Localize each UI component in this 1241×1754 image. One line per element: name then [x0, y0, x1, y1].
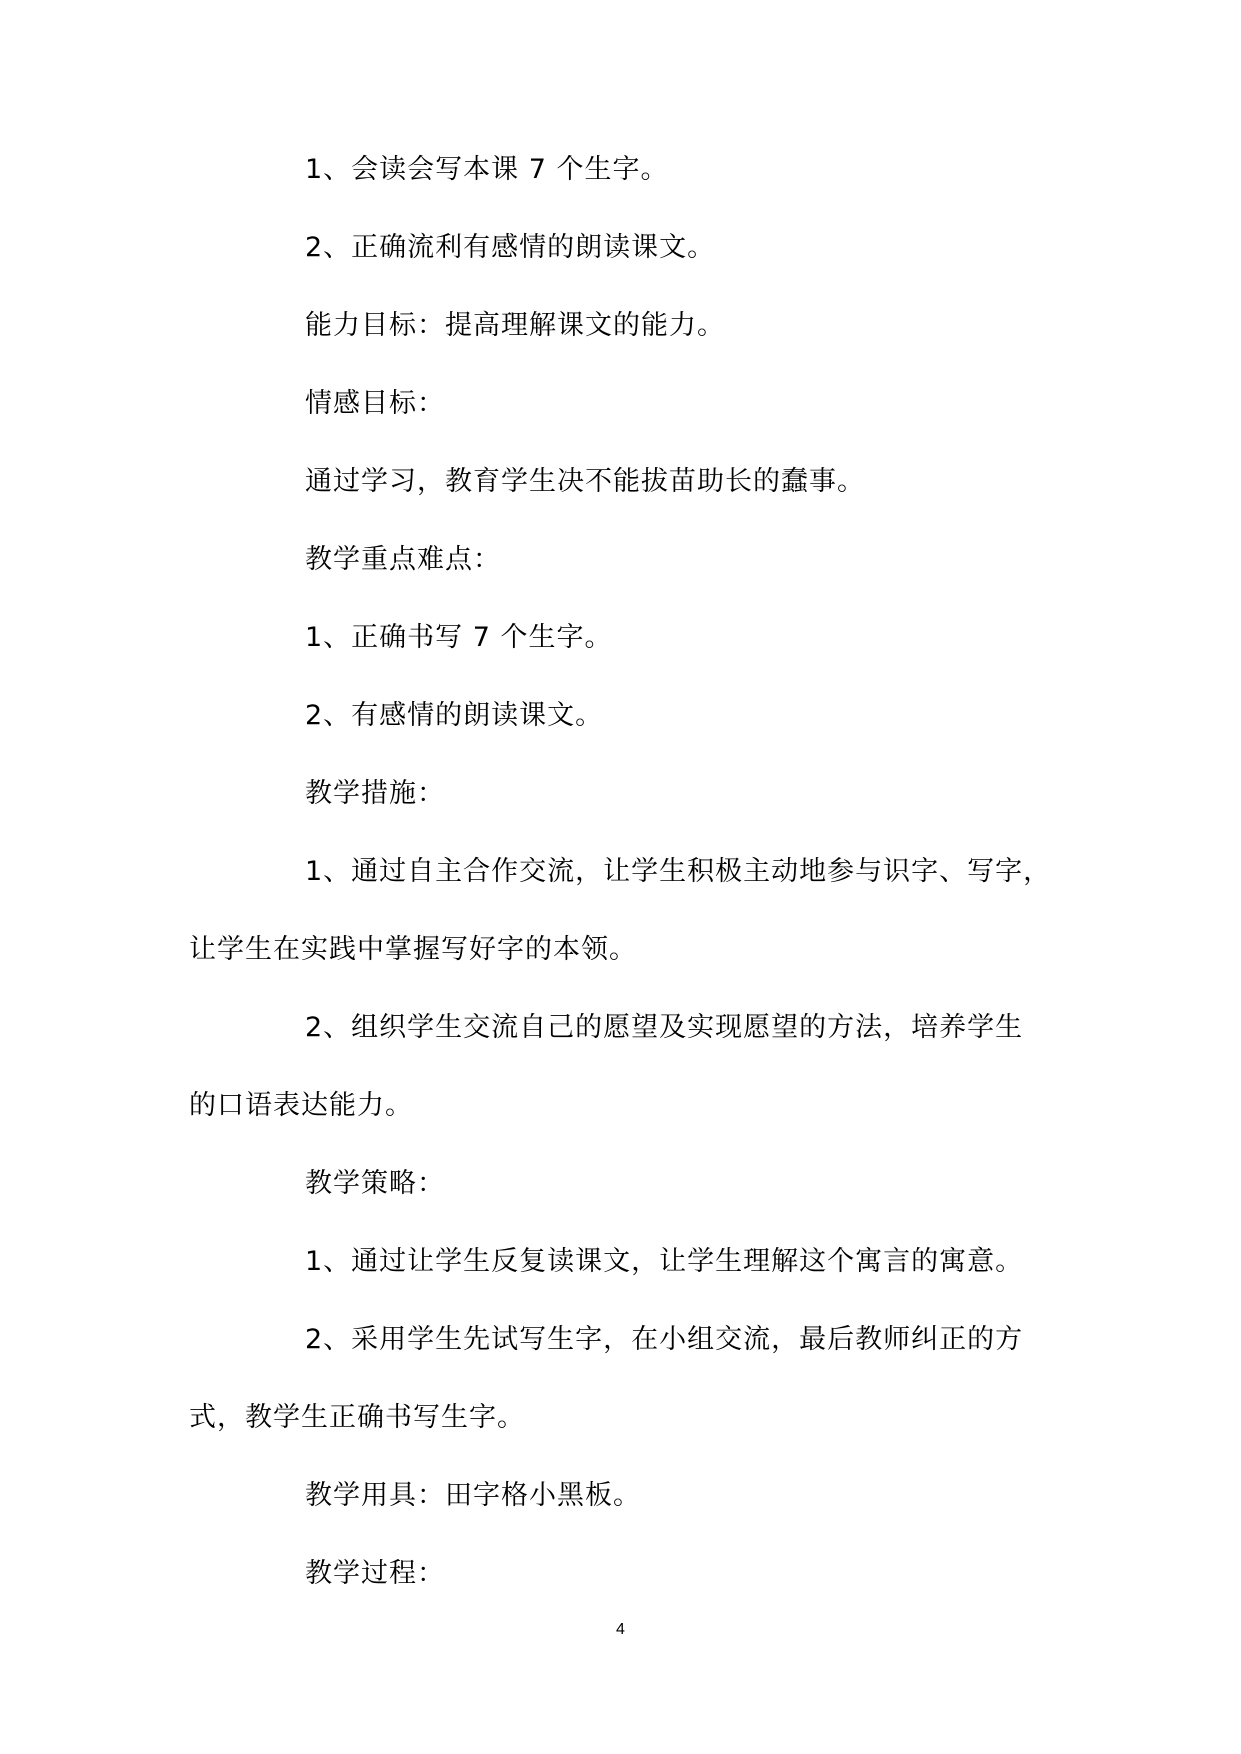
objective-line-2: 2、正确流利有感情的朗读课文。: [305, 232, 716, 263]
measure-1-line-2: 让学生在实践中掌握写好字的本领。: [189, 934, 637, 965]
objective-line-1: 1、会读会写本课 7 个生字。: [305, 154, 669, 185]
measure-2-line-2: 的口语表达能力。: [189, 1090, 413, 1121]
strategy-1: 1、通过让学生反复读课文，让学生理解这个寓言的寓意。: [305, 1246, 1024, 1277]
strategy-2-line-2: 式，教学生正确书写生字。: [189, 1402, 525, 1433]
measure-1-line-1: 1、通过自主合作交流，让学生积极主动地参与识字、写字，: [305, 856, 1052, 887]
strategy-2-line-1: 2、采用学生先试写生字，在小组交流，最后教师纠正的方: [305, 1324, 1024, 1355]
ability-goal: 能力目标：提高理解课文的能力。: [305, 310, 725, 341]
teaching-process-heading: 教学过程：: [305, 1558, 445, 1589]
strategy-heading: 教学策略：: [305, 1168, 445, 1199]
teaching-tools: 教学用具：田字格小黑板。: [305, 1480, 641, 1511]
measure-2-line-1: 2、组织学生交流自己的愿望及实现愿望的方法，培养学生: [305, 1012, 1024, 1043]
emotion-goal-text: 通过学习，教育学生决不能拔苗助长的蠢事。: [305, 466, 865, 497]
page-number: 4: [616, 1621, 625, 1638]
measures-heading: 教学措施：: [305, 778, 445, 809]
emotion-goal-heading: 情感目标：: [305, 388, 445, 419]
key-point-1: 1、正确书写 7 个生字。: [305, 622, 613, 653]
key-point-2: 2、有感情的朗读课文。: [305, 700, 604, 731]
key-points-heading: 教学重点难点：: [305, 544, 501, 575]
